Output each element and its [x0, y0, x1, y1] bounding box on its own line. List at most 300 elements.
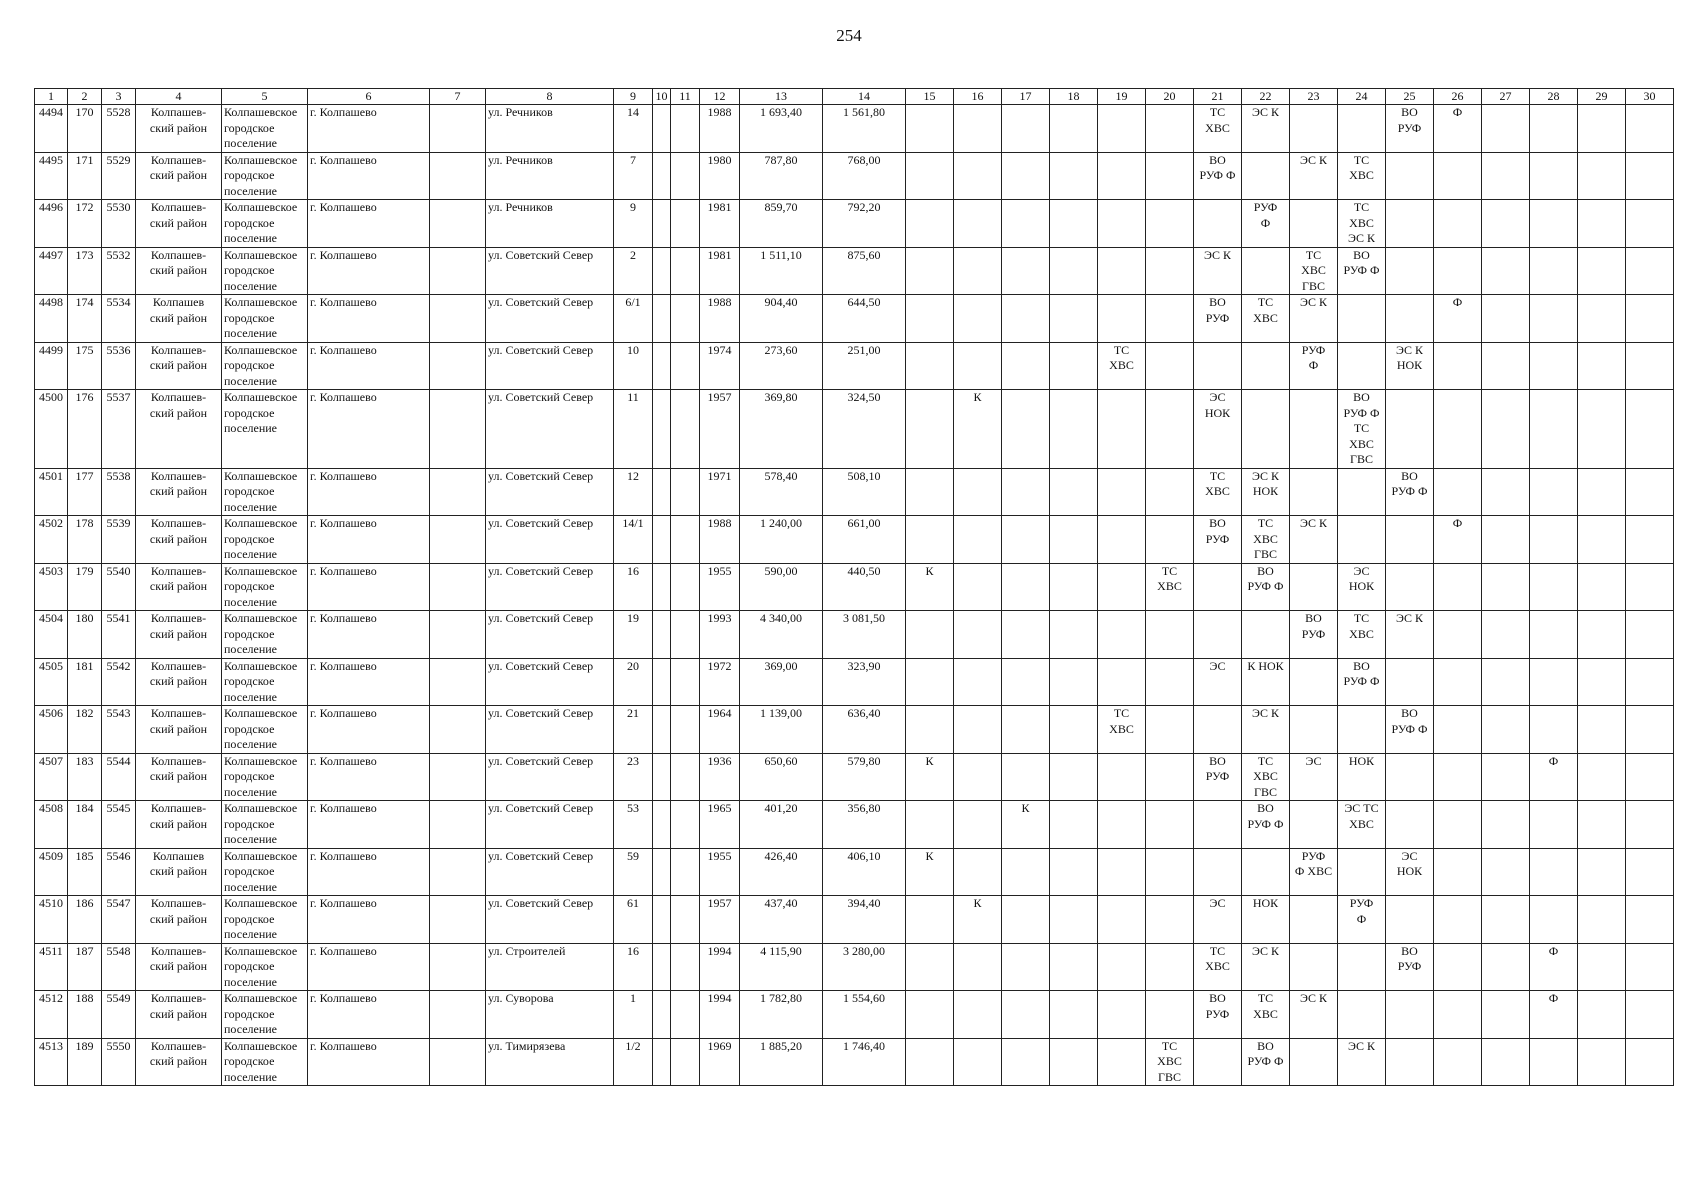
work-col-20 — [1146, 342, 1194, 390]
settlement — [222, 611, 308, 659]
settlement-line: Колпашевское — [224, 801, 298, 815]
work-col-23-line: ЭС К — [1300, 516, 1327, 530]
area-total: 437,40 — [740, 896, 823, 944]
local-number: 180 — [68, 611, 102, 659]
settlement-line: поселение — [224, 278, 278, 293]
work-col-20 — [1146, 801, 1194, 849]
area-living: 406,10 — [823, 848, 906, 896]
work-col-25 — [1386, 848, 1434, 896]
work-col-23-line: Ф — [1308, 358, 1319, 372]
district-line: Колпашев- — [150, 801, 207, 815]
work-col-25 — [1386, 1038, 1434, 1086]
work-col-20 — [1146, 200, 1194, 248]
work-col-21 — [1194, 848, 1242, 896]
settlement-line: поселение — [224, 231, 278, 245]
column-header: 27 — [1482, 89, 1530, 105]
work-col-25-line: ЭС — [1401, 848, 1418, 863]
table-row — [35, 390, 1674, 469]
work-col-27 — [1482, 848, 1530, 896]
col-7 — [430, 468, 486, 516]
work-col-26 — [1434, 200, 1482, 248]
header-row — [35, 89, 1674, 105]
work-col-27 — [1482, 390, 1530, 469]
settlement-line: городское — [224, 531, 275, 546]
work-col-15 — [906, 247, 954, 295]
district-line: ский район — [149, 626, 208, 641]
work-col-22 — [1242, 200, 1290, 248]
district-line: ский район — [149, 531, 208, 546]
build-year: 1969 — [700, 1038, 740, 1086]
district-line: Колпашев- — [150, 943, 207, 958]
district-line: Колпашев- — [150, 468, 207, 483]
house-number: 11 — [614, 390, 653, 469]
work-col-18 — [1050, 342, 1098, 390]
work-col-23-line: ХВС — [1301, 263, 1326, 277]
work-col-19 — [1098, 468, 1146, 516]
work-col-22 — [1242, 658, 1290, 706]
col-11 — [671, 468, 700, 516]
district-line: ский район — [149, 310, 208, 325]
work-col-23 — [1290, 295, 1338, 343]
work-col-24 — [1338, 943, 1386, 991]
area-total: 1 139,00 — [740, 706, 823, 754]
work-col-28 — [1530, 200, 1578, 248]
work-col-23 — [1290, 706, 1338, 754]
work-col-23 — [1290, 247, 1338, 295]
registry-id: 5539 — [102, 516, 136, 564]
work-col-30 — [1626, 943, 1674, 991]
settlement-line: городское — [224, 215, 275, 230]
district-line: Колпашев — [152, 848, 205, 863]
work-col-19-line: ХВС — [1109, 721, 1134, 736]
work-col-17 — [1002, 342, 1050, 390]
area-living: 323,90 — [823, 658, 906, 706]
settlement — [222, 896, 308, 944]
work-col-18 — [1050, 105, 1098, 153]
work-col-24-line: ЭС К — [1348, 231, 1375, 245]
work-col-26 — [1434, 658, 1482, 706]
district-line: Колпашев- — [150, 753, 207, 768]
work-col-17 — [1002, 247, 1050, 295]
district-line: Колпашев- — [150, 896, 207, 910]
work-col-21-line: РУФ — [1205, 1006, 1230, 1021]
work-col-23 — [1290, 753, 1338, 801]
work-col-24-line: Ф — [1356, 911, 1367, 926]
district-line: Колпашев- — [150, 611, 207, 625]
work-col-15 — [906, 943, 954, 991]
local-number: 187 — [68, 943, 102, 991]
col-11 — [671, 658, 700, 706]
district-line: ский район — [149, 721, 208, 736]
work-col-23 — [1290, 152, 1338, 200]
city: г. Колпашево — [308, 991, 430, 1039]
district — [136, 152, 222, 200]
work-col-25 — [1386, 896, 1434, 944]
work-col-22-line: ГВС — [1254, 547, 1277, 561]
work-col-30 — [1626, 563, 1674, 611]
district-line: ский район — [149, 405, 208, 420]
work-col-26 — [1434, 295, 1482, 343]
table-row — [35, 342, 1674, 390]
work-col-22-line: ХВС — [1253, 1006, 1278, 1021]
district — [136, 295, 222, 343]
col-10 — [653, 563, 671, 611]
work-col-24-line: ХВС — [1349, 816, 1374, 831]
work-col-29 — [1578, 516, 1626, 564]
work-col-16 — [954, 706, 1002, 754]
work-col-21-line: ВО — [1209, 295, 1226, 309]
work-col-28 — [1530, 1038, 1578, 1086]
work-col-24-line: ЭС К — [1348, 1038, 1375, 1053]
work-col-21-line: ТС — [1209, 943, 1226, 958]
registry-id: 5532 — [102, 247, 136, 295]
settlement-line: Колпашевское — [224, 753, 298, 768]
settlement-line: городское — [224, 1054, 275, 1068]
work-col-29 — [1578, 342, 1626, 390]
settlement-line: поселение — [224, 737, 278, 751]
work-col-17 — [1002, 1038, 1050, 1086]
work-col-18 — [1050, 468, 1098, 516]
district — [136, 105, 222, 153]
work-col-26 — [1434, 991, 1482, 1039]
work-col-18 — [1050, 390, 1098, 469]
work-col-26 — [1434, 706, 1482, 754]
work-col-24 — [1338, 753, 1386, 801]
settlement-line: Колпашевское — [224, 943, 298, 958]
work-col-28-line: Ф — [1548, 753, 1559, 768]
area-living: 579,80 — [823, 753, 906, 801]
work-col-18 — [1050, 801, 1098, 849]
settlement-line: Колпашевское — [224, 658, 298, 673]
work-col-24-line: НОК — [1348, 753, 1375, 768]
street: ул. Советский Север — [486, 753, 614, 801]
col-7 — [430, 991, 486, 1039]
work-col-24 — [1338, 991, 1386, 1039]
work-col-25-line: ВО — [1401, 105, 1418, 119]
work-col-17 — [1002, 563, 1050, 611]
settlement — [222, 516, 308, 564]
area-living: 356,80 — [823, 801, 906, 849]
settlement-line: Колпашевское — [224, 611, 298, 625]
area-total: 369,00 — [740, 658, 823, 706]
work-col-25 — [1386, 516, 1434, 564]
work-col-21 — [1194, 943, 1242, 991]
work-col-15 — [906, 200, 954, 248]
col-7 — [430, 753, 486, 801]
work-col-15 — [906, 152, 954, 200]
record-number: 4510 — [35, 896, 68, 944]
col-7 — [430, 200, 486, 248]
registry-id: 5548 — [102, 943, 136, 991]
settlement-line: поселение — [224, 547, 278, 561]
district-line: ский район — [149, 358, 208, 372]
work-col-28 — [1530, 152, 1578, 200]
work-col-30 — [1626, 468, 1674, 516]
work-col-23-line: ЭС К — [1300, 991, 1327, 1005]
district-line: ский район — [149, 579, 208, 593]
work-col-23 — [1290, 105, 1338, 153]
col-10 — [653, 200, 671, 248]
column-header: 15 — [906, 89, 954, 105]
work-col-23 — [1290, 516, 1338, 564]
area-living: 3 280,00 — [823, 943, 906, 991]
col-11 — [671, 943, 700, 991]
settlement-line: поселение — [224, 784, 278, 799]
work-col-16 — [954, 152, 1002, 200]
city: г. Колпашево — [308, 247, 430, 295]
district — [136, 200, 222, 248]
registry-id: 5536 — [102, 342, 136, 390]
work-col-19 — [1098, 200, 1146, 248]
settlement — [222, 342, 308, 390]
work-col-18 — [1050, 200, 1098, 248]
work-col-17 — [1002, 200, 1050, 248]
work-col-23 — [1290, 896, 1338, 944]
work-col-17 — [1002, 658, 1050, 706]
record-number: 4512 — [35, 991, 68, 1039]
build-year: 1988 — [700, 105, 740, 153]
col-10 — [653, 105, 671, 153]
city: г. Колпашево — [308, 943, 430, 991]
record-number: 4508 — [35, 801, 68, 849]
settlement-line: городское — [224, 484, 275, 498]
record-number: 4513 — [35, 1038, 68, 1086]
work-col-21 — [1194, 1038, 1242, 1086]
work-col-17 — [1002, 848, 1050, 896]
district — [136, 896, 222, 944]
settlement-line: Колпашевское — [224, 848, 298, 863]
column-header: 12 — [700, 89, 740, 105]
work-col-20-line: ГВС — [1158, 1069, 1181, 1084]
work-col-22 — [1242, 468, 1290, 516]
work-col-20-line: ТС — [1161, 1038, 1178, 1053]
work-col-23 — [1290, 200, 1338, 248]
work-col-27 — [1482, 105, 1530, 153]
work-col-18 — [1050, 706, 1098, 754]
house-number: 6/1 — [614, 295, 653, 343]
registry-id: 5546 — [102, 848, 136, 896]
work-col-22-line: ЭС К — [1252, 706, 1279, 720]
district-line: ский район — [149, 769, 208, 783]
build-year: 1955 — [700, 848, 740, 896]
work-col-28 — [1530, 516, 1578, 564]
registry-id: 5543 — [102, 706, 136, 754]
work-col-24-line: РУФ — [1349, 896, 1374, 910]
settlement — [222, 390, 308, 469]
record-number: 4498 — [35, 295, 68, 343]
work-col-16 — [954, 105, 1002, 153]
work-col-23 — [1290, 943, 1338, 991]
area-total: 426,40 — [740, 848, 823, 896]
table-row — [35, 1038, 1674, 1086]
column-header: 13 — [740, 89, 823, 105]
work-col-25-line: ЭС К — [1396, 342, 1423, 357]
work-col-29 — [1578, 1038, 1626, 1086]
street: ул. Советский Север — [486, 563, 614, 611]
settlement — [222, 706, 308, 754]
city: г. Колпашево — [308, 516, 430, 564]
work-col-25-line: РУФ — [1397, 120, 1422, 135]
work-col-16 — [954, 991, 1002, 1039]
work-col-29 — [1578, 105, 1626, 153]
work-col-26 — [1434, 105, 1482, 153]
area-total: 904,40 — [740, 295, 823, 343]
work-col-24 — [1338, 105, 1386, 153]
work-col-29 — [1578, 247, 1626, 295]
registry-id: 5534 — [102, 295, 136, 343]
settlement-line: поселение — [224, 1022, 278, 1036]
record-number: 4511 — [35, 943, 68, 991]
col-11 — [671, 342, 700, 390]
work-col-22 — [1242, 943, 1290, 991]
work-col-21-line: ХВС — [1205, 120, 1230, 135]
district-line: ский район — [149, 911, 208, 926]
district-line: Колпашев — [152, 295, 205, 309]
district-line: Колпашев- — [150, 247, 207, 262]
area-living: 324,50 — [823, 390, 906, 469]
local-number: 171 — [68, 152, 102, 200]
table-row — [35, 200, 1674, 248]
work-col-22-line: ТС — [1257, 295, 1274, 309]
work-col-25-line: ВО — [1401, 706, 1418, 720]
work-col-23-line: РУФ — [1301, 848, 1326, 863]
col-10 — [653, 706, 671, 754]
area-total: 1 782,80 — [740, 991, 823, 1039]
work-col-22 — [1242, 390, 1290, 469]
district-line: ский район — [149, 263, 208, 277]
build-year: 1981 — [700, 247, 740, 295]
house-number: 7 — [614, 152, 653, 200]
settlement-line: поселение — [224, 1069, 278, 1084]
col-7 — [430, 247, 486, 295]
work-col-15 — [906, 801, 954, 849]
settlement-line: городское — [224, 579, 275, 593]
registry-id: 5530 — [102, 200, 136, 248]
work-col-22-line: ТС — [1257, 991, 1274, 1005]
work-col-16 — [954, 896, 1002, 944]
work-col-22-line: ВО — [1257, 801, 1274, 815]
area-total: 1 240,00 — [740, 516, 823, 564]
table-row — [35, 848, 1674, 896]
local-number: 175 — [68, 342, 102, 390]
record-number: 4505 — [35, 658, 68, 706]
work-col-20-line: ХВС — [1157, 579, 1182, 593]
table-row — [35, 611, 1674, 659]
work-col-21-line: РУФ — [1205, 531, 1230, 546]
col-11 — [671, 516, 700, 564]
work-col-24 — [1338, 563, 1386, 611]
work-col-15-line: К — [925, 848, 934, 863]
settlement — [222, 200, 308, 248]
settlement-line: городское — [224, 120, 275, 135]
table-row — [35, 753, 1674, 801]
record-number: 4499 — [35, 342, 68, 390]
settlement-line: городское — [224, 911, 275, 926]
work-col-19 — [1098, 295, 1146, 343]
area-living: 1 554,60 — [823, 991, 906, 1039]
local-number: 183 — [68, 753, 102, 801]
work-col-17 — [1002, 152, 1050, 200]
city: г. Колпашево — [308, 390, 430, 469]
work-col-27 — [1482, 200, 1530, 248]
work-col-25-line: ВО — [1401, 468, 1418, 483]
column-header: 18 — [1050, 89, 1098, 105]
work-col-24 — [1338, 200, 1386, 248]
work-col-26 — [1434, 563, 1482, 611]
work-col-24 — [1338, 468, 1386, 516]
work-col-16 — [954, 468, 1002, 516]
work-col-22-line: ЭС К — [1252, 468, 1279, 483]
house-number: 14 — [614, 105, 653, 153]
district-line: ский район — [149, 484, 208, 498]
record-number: 4497 — [35, 247, 68, 295]
column-header: 29 — [1578, 89, 1626, 105]
work-col-16 — [954, 943, 1002, 991]
area-living: 508,10 — [823, 468, 906, 516]
work-col-21-line: ВО — [1209, 991, 1226, 1005]
street: ул. Речников — [486, 200, 614, 248]
work-col-15 — [906, 390, 954, 469]
house-number: 1/2 — [614, 1038, 653, 1086]
district-line: Колпашев- — [150, 390, 207, 404]
work-col-17 — [1002, 801, 1050, 849]
work-col-24-line: РУФ Ф — [1343, 405, 1380, 420]
registry-id: 5547 — [102, 896, 136, 944]
work-col-29 — [1578, 706, 1626, 754]
work-col-20 — [1146, 295, 1194, 343]
work-col-25 — [1386, 658, 1434, 706]
local-number: 174 — [68, 295, 102, 343]
work-col-22-line: РУФ — [1253, 200, 1278, 214]
work-col-21-line: ЭС К — [1204, 247, 1231, 262]
work-col-21 — [1194, 753, 1242, 801]
col-10 — [653, 658, 671, 706]
work-col-20 — [1146, 753, 1194, 801]
col-11 — [671, 991, 700, 1039]
house-number: 61 — [614, 896, 653, 944]
page-number: 254 — [836, 26, 862, 45]
settlement-line: Колпашевское — [224, 295, 298, 309]
work-col-29 — [1578, 801, 1626, 849]
record-number: 4504 — [35, 611, 68, 659]
house-number: 19 — [614, 611, 653, 659]
record-number: 4503 — [35, 563, 68, 611]
work-col-29 — [1578, 896, 1626, 944]
district — [136, 611, 222, 659]
col-7 — [430, 801, 486, 849]
column-header: 11 — [671, 89, 700, 105]
work-col-19 — [1098, 801, 1146, 849]
work-col-16 — [954, 801, 1002, 849]
table-row — [35, 247, 1674, 295]
city: г. Колпашево — [308, 468, 430, 516]
build-year: 1994 — [700, 991, 740, 1039]
work-col-19 — [1098, 611, 1146, 659]
settlement-line: городское — [224, 959, 275, 973]
build-year: 1965 — [700, 801, 740, 849]
work-col-19 — [1098, 563, 1146, 611]
table-row — [35, 943, 1674, 991]
area-total: 578,40 — [740, 468, 823, 516]
work-col-22 — [1242, 342, 1290, 390]
work-col-25 — [1386, 200, 1434, 248]
build-year: 1980 — [700, 152, 740, 200]
work-col-30 — [1626, 152, 1674, 200]
work-col-20 — [1146, 1038, 1194, 1086]
build-year: 1971 — [700, 468, 740, 516]
col-10 — [653, 516, 671, 564]
work-col-19 — [1098, 706, 1146, 754]
